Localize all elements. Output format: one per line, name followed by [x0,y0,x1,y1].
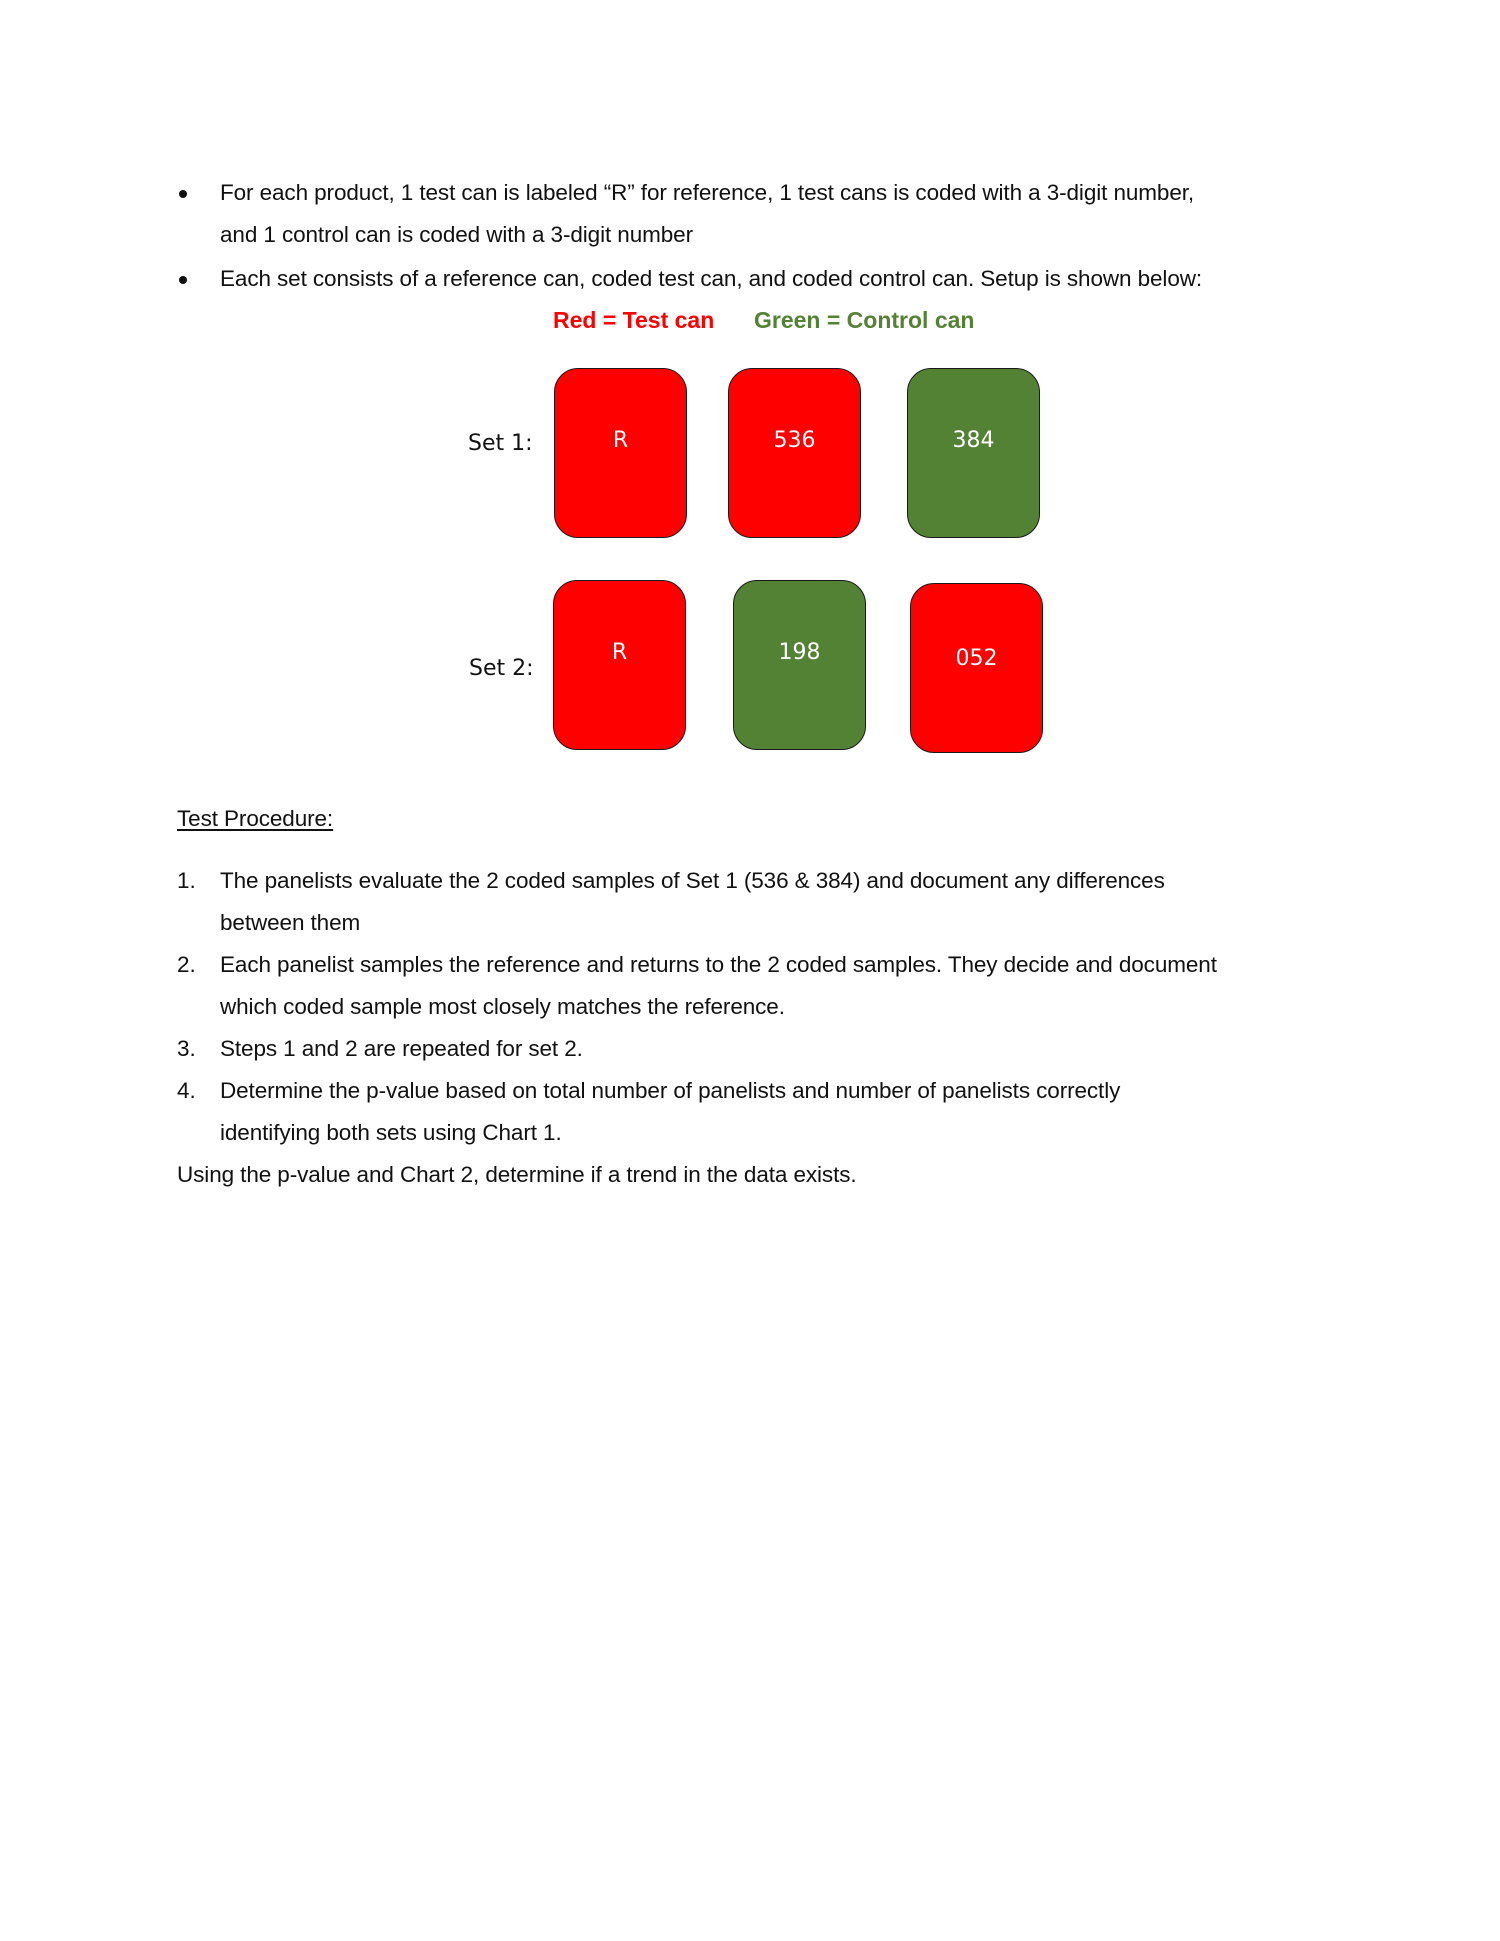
legend-green-control-can: Green = Control can [754,307,975,333]
set-2-label: Set 2: [469,656,534,681]
procedure-heading: Test Procedure: [177,806,334,831]
can-set1-reference [554,368,687,538]
step-text-line: The panelists evaluate the 2 coded samples of Set 1 (536 & 384) and document any differences [220,868,1165,893]
can-set2-reference [553,580,686,750]
can-set2-test-052 [910,583,1043,753]
step-text-line: Steps 1 and 2 are repeated for set 2. [220,1036,583,1061]
can-set1-test-536 [728,368,861,538]
step-text-line: Each panelist samples the reference and returns to the 2 coded samples. They decide and document [220,952,1217,977]
step-number: 2. [177,952,196,977]
can-code: 052 [955,646,998,671]
legend-red-test-can: Red = Test can [553,307,715,333]
step-text-line: identifying both sets using Chart 1. [220,1120,562,1145]
step-number: 1. [177,868,196,893]
step-text-line: Determine the p-value based on total number of panelists and number of panelists correctly [220,1078,1121,1103]
bullet-text-line: Each set consists of a reference can, coded test can, and coded control can. Setup is shown below: [220,266,1203,291]
can-set1-control-384 [907,368,1040,538]
can-code: 536 [773,428,816,453]
step-number: 4. [177,1078,196,1103]
step-text-line: between them [220,910,361,935]
can-code: 384 [952,428,995,453]
step-number: 3. [177,1036,196,1061]
can-code: R [612,428,629,453]
bullet-icon [179,276,187,284]
procedure-conclusion: Using the p-value and Chart 2, determine if a trend in the data exists. [177,1162,857,1187]
bullet-text-line: For each product, 1 test can is labeled “R” for reference, 1 test cans is coded with a 3-digit number, [220,180,1195,205]
can-set2-control-198 [733,580,866,750]
set-1-label: Set 1: [468,431,533,456]
step-text-line: which coded sample most closely matches the reference. [220,994,785,1019]
bullet-text-line: and 1 control can is coded with a 3-digit number [220,222,693,247]
can-code: 198 [778,640,821,665]
can-code: R [611,640,628,665]
bullet-icon [179,190,187,198]
